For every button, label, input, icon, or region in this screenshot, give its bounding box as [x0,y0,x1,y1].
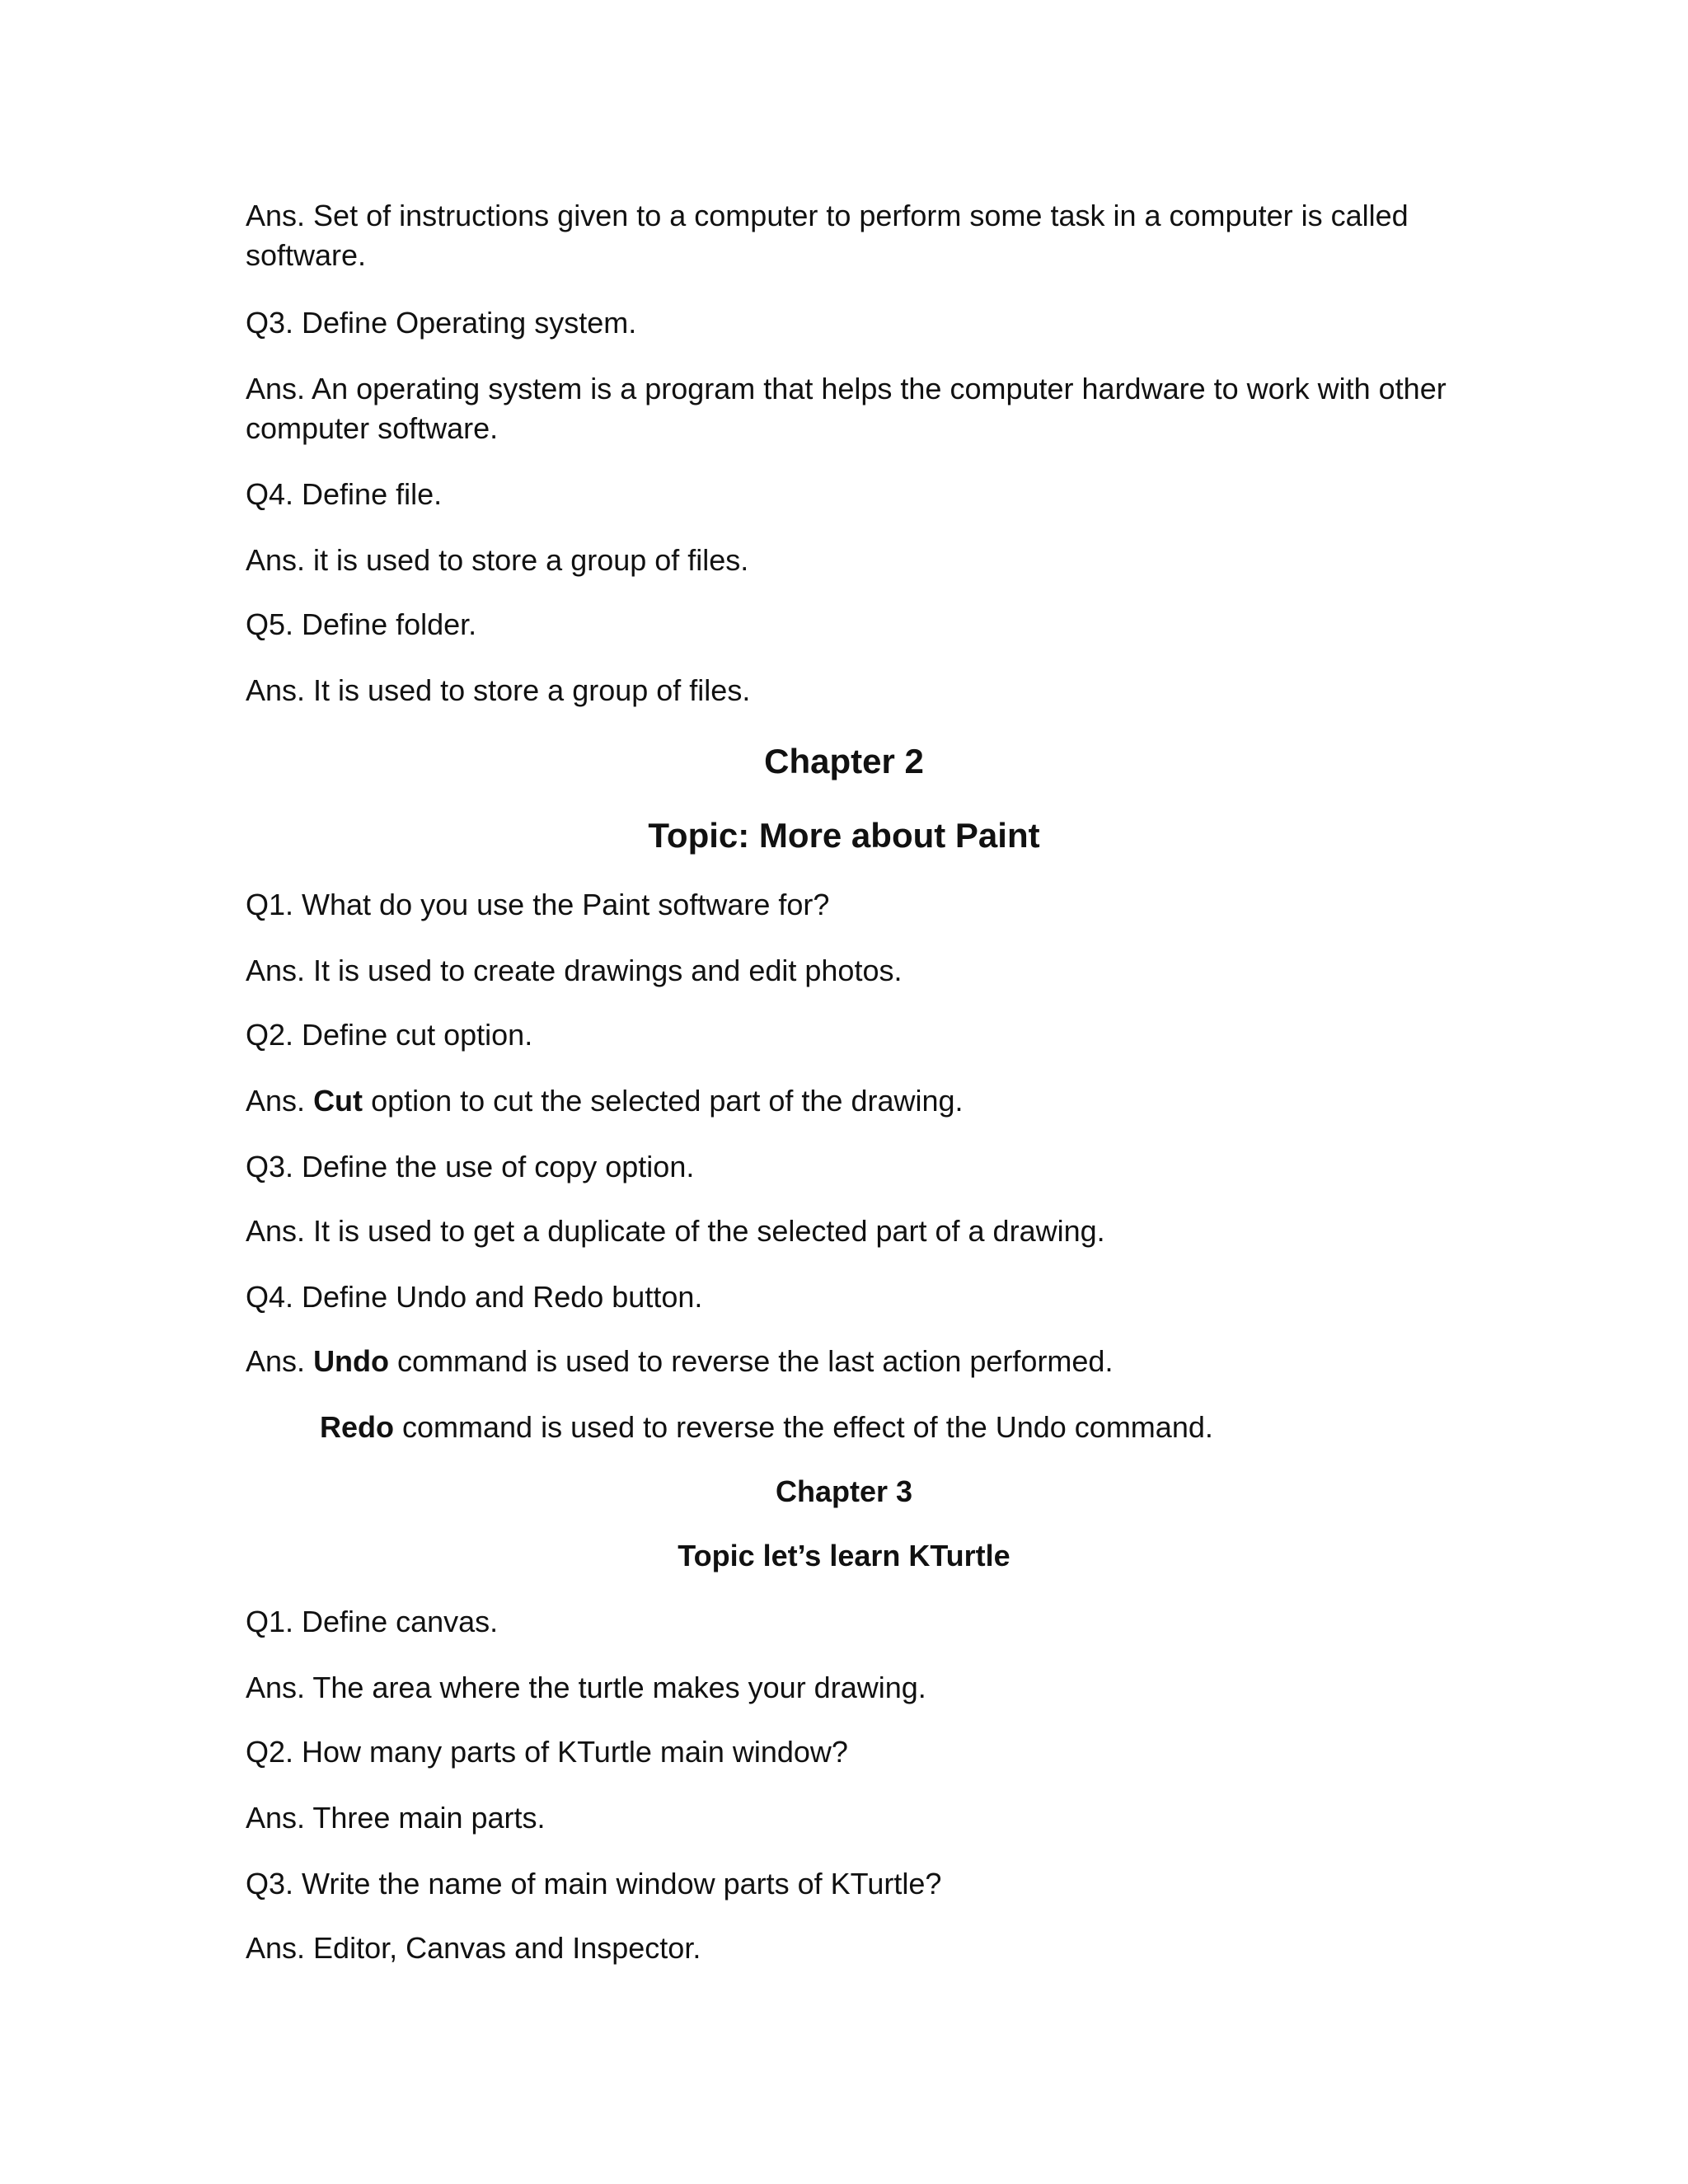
term-cut: Cut [313,1084,363,1118]
answer-undo [246,1342,1449,1381]
term-redo: Redo [320,1410,394,1444]
question-kturtle-parts-names: Q3. Write the name of main window parts of KTurtle? [246,1867,942,1900]
question-operating-system: Q3. Define Operating system. [246,306,637,340]
answer-kturtle-parts-count: Ans. Three main parts. [246,1801,546,1835]
answer-operating-system: Ans. An operating system is a program that helps the computer hardware to work with other computer software. [246,372,1447,445]
answer-file: Ans. it is used to store a group of files. [246,543,749,577]
answer-paint-use: Ans. It is used to create drawings and edit photos. [246,954,903,987]
question-kturtle-parts-count: Q2. How many parts of KTurtle main window? [246,1735,848,1769]
question-copy-option: Q3. Define the use of copy option. [246,1150,695,1183]
answer-kturtle-parts-names: Ans. Editor, Canvas and Inspector. [246,1931,701,1965]
answer-redo [320,1408,1523,1447]
answer-folder: Ans. It is used to store a group of files. [246,673,751,707]
answer-text: command is used to reverse the last action performed. [397,1344,1114,1378]
question-folder: Q5. Define folder. [246,607,477,641]
question-cut-option: Q2. Define cut option. [246,1018,533,1052]
answer-text: command is used to reverse the effect of the Undo command. [402,1410,1213,1444]
question-undo-redo: Q4. Define Undo and Redo button. [246,1280,703,1314]
answer-software: Ans. Set of instructions given to a computer to perform some task in a computer is called software. [246,199,1409,272]
answer-copy-option: Ans. It is used to get a duplicate of the selected part of a drawing. [246,1214,1105,1248]
answer-cut-option [246,1081,1449,1121]
chapter-3-heading: Chapter 3 [775,1474,913,1508]
chapter-2-topic: Topic: More about Paint [648,816,1040,855]
question-paint-use: Q1. What do you use the Paint software for? [246,888,830,921]
question-file: Q4. Define file. [246,477,443,511]
answer-canvas: Ans. The area where the turtle makes your drawing. [246,1671,926,1704]
answer-prefix: Ans. [246,1344,306,1378]
question-canvas: Q1. Define canvas. [246,1605,499,1638]
answer-prefix: Ans. [246,1084,306,1118]
answer-text: option to cut the selected part of the drawing. [371,1084,964,1118]
term-undo: Undo [313,1344,390,1378]
chapter-3-topic: Topic let’s learn KTurtle [678,1539,1010,1572]
chapter-2-heading: Chapter 2 [764,742,924,780]
